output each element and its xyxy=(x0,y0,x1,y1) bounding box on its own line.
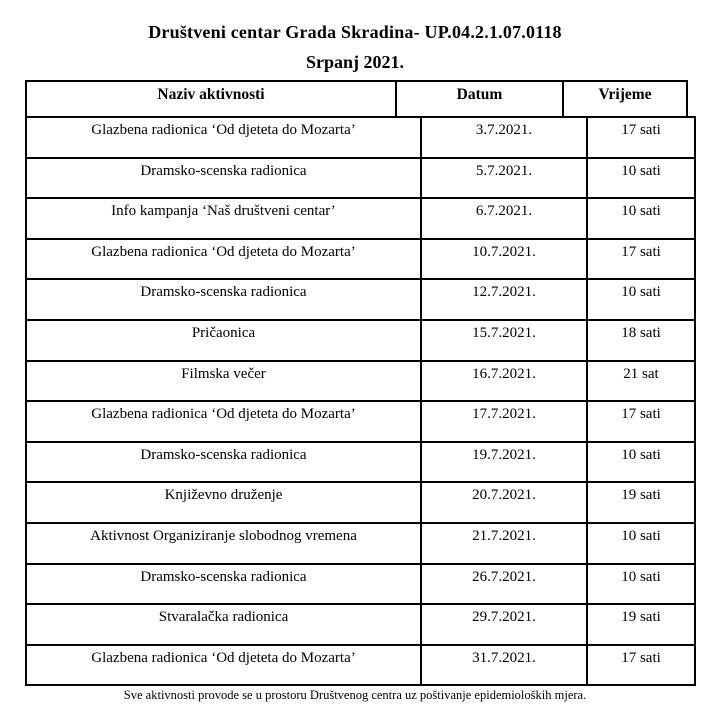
table-row xyxy=(26,645,695,686)
date-cell: 21.7.2021. xyxy=(421,523,587,564)
time-cell: 17 sati xyxy=(587,645,695,686)
schedule-rows xyxy=(26,117,695,685)
time-cell: 19 sati xyxy=(587,482,695,523)
table-row xyxy=(26,604,695,645)
activity-cell: Književno druženje xyxy=(26,482,421,523)
column-header-activity: Naziv aktivnosti xyxy=(26,81,396,117)
activity-cell: Glazbena radionica ‘Od djeteta do Mozarta’ xyxy=(26,239,421,280)
table-row xyxy=(26,279,695,320)
time-cell: 19 sati xyxy=(587,604,695,645)
header-row xyxy=(26,81,687,117)
schedule-body-table xyxy=(25,116,696,686)
date-cell: 26.7.2021. xyxy=(421,564,587,605)
table-row xyxy=(26,117,695,158)
table-row xyxy=(26,320,695,361)
date-cell: 31.7.2021. xyxy=(421,645,587,686)
activity-cell: Aktivnost Organiziranje slobodnog vremena xyxy=(26,523,421,564)
table-row xyxy=(26,361,695,402)
column-header-time: Vrijeme xyxy=(563,81,687,117)
footer-note: Sve aktivnosti provode se u prostoru Društvenog centra uz poštivanje epidemioloških mjera. xyxy=(123,688,587,703)
activity-cell: Glazbena radionica ‘Od djeteta do Mozarta’ xyxy=(26,645,421,686)
table-row xyxy=(26,158,695,199)
activity-cell: Dramsko-scenska radionica xyxy=(26,279,421,320)
time-cell: 10 sati xyxy=(587,198,695,239)
column-header-date: Datum xyxy=(396,81,563,117)
date-cell: 29.7.2021. xyxy=(421,604,587,645)
date-cell: 16.7.2021. xyxy=(421,361,587,402)
time-cell: 21 sat xyxy=(587,361,695,402)
activity-cell: Dramsko-scenska radionica xyxy=(26,442,421,483)
date-cell: 5.7.2021. xyxy=(421,158,587,199)
date-cell: 6.7.2021. xyxy=(421,198,587,239)
activity-cell: Glazbena radionica ‘Od djeteta do Mozarta’ xyxy=(26,401,421,442)
time-cell: 10 sati xyxy=(587,158,695,199)
activity-cell: Pričaonica xyxy=(26,320,421,361)
activity-cell: Info kampanja ‘Naš društveni centar’ xyxy=(26,198,421,239)
time-cell: 10 sati xyxy=(587,523,695,564)
date-cell: 10.7.2021. xyxy=(421,239,587,280)
activity-cell: Filmska večer xyxy=(26,361,421,402)
table-row xyxy=(26,523,695,564)
activity-cell: Dramsko-scenska radionica xyxy=(26,564,421,605)
table-row xyxy=(26,198,695,239)
schedule-header-table xyxy=(25,80,688,118)
table-row xyxy=(26,564,695,605)
activity-cell: Glazbena radionica ‘Od djeteta do Mozarta’ xyxy=(26,117,421,158)
activity-schedule xyxy=(25,80,694,686)
time-cell: 17 sati xyxy=(587,239,695,280)
time-cell: 10 sati xyxy=(587,279,695,320)
date-cell: 19.7.2021. xyxy=(421,442,587,483)
time-cell: 17 sati xyxy=(587,401,695,442)
time-cell: 10 sati xyxy=(587,564,695,605)
date-cell: 15.7.2021. xyxy=(421,320,587,361)
date-cell: 20.7.2021. xyxy=(421,482,587,523)
time-cell: 18 sati xyxy=(587,320,695,361)
table-row xyxy=(26,442,695,483)
date-cell: 3.7.2021. xyxy=(421,117,587,158)
date-cell: 17.7.2021. xyxy=(421,401,587,442)
document-subtitle: Srpanj 2021. xyxy=(305,52,404,72)
activity-cell: Stvaralačka radionica xyxy=(26,604,421,645)
table-row xyxy=(26,239,695,280)
activity-cell: Dramsko-scenska radionica xyxy=(26,158,421,199)
time-cell: 17 sati xyxy=(587,117,695,158)
document-title: Društveni centar Grada Skradina- UP.04.2.1.07.0118 xyxy=(148,22,562,42)
table-row xyxy=(26,401,695,442)
time-cell: 10 sati xyxy=(587,442,695,483)
table-row xyxy=(26,482,695,523)
date-cell: 12.7.2021. xyxy=(421,279,587,320)
